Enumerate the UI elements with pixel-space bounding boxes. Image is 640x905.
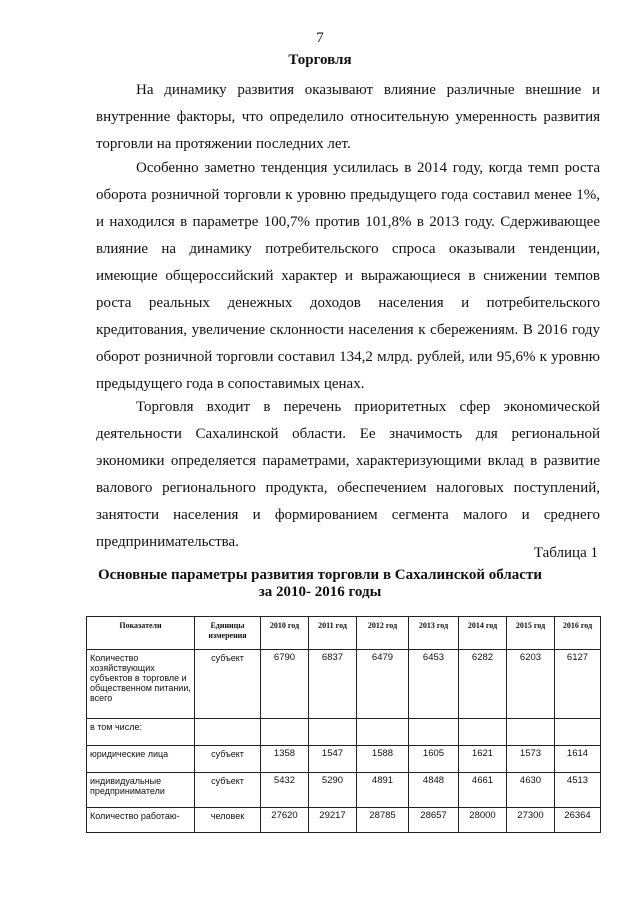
cell-value: 28657 xyxy=(409,808,459,833)
row-unit: субъект xyxy=(195,650,261,719)
table-header-row xyxy=(87,617,601,650)
header-unit: Единицы измерения xyxy=(195,617,261,650)
cell-value xyxy=(357,719,409,746)
row-label: юридические лица xyxy=(87,746,195,773)
header-indicator: Показатели xyxy=(87,617,195,650)
cell-value: 4630 xyxy=(507,773,555,808)
row-unit: субъект xyxy=(195,746,261,773)
table-row xyxy=(87,773,601,808)
cell-value: 1621 xyxy=(459,746,507,773)
table-row xyxy=(87,719,601,746)
paragraph-1: На динамику развития оказывают влияние различные внешние и внутренние факторы, что определило относительную умеренность развития торговли на протяжении последних лет. xyxy=(96,82,600,152)
cell-value: 6127 xyxy=(555,650,601,719)
cell-value xyxy=(261,719,309,746)
cell-value: 6479 xyxy=(357,650,409,719)
cell-value: 28000 xyxy=(459,808,507,833)
cell-value: 1573 xyxy=(507,746,555,773)
cell-value xyxy=(409,719,459,746)
row-label: Количество работаю- xyxy=(87,808,195,833)
row-label: индивидуальные предприниматели xyxy=(87,773,195,808)
cell-value: 6203 xyxy=(507,650,555,719)
header-year-2014: 2014 год xyxy=(459,617,507,650)
cell-value: 6282 xyxy=(459,650,507,719)
table-row xyxy=(87,808,601,833)
cell-value: 5432 xyxy=(261,773,309,808)
cell-value: 4661 xyxy=(459,773,507,808)
header-year-2016: 2016 год xyxy=(555,617,601,650)
section-title: Торговля xyxy=(288,52,352,68)
cell-value: 29217 xyxy=(309,808,357,833)
cell-value: 26364 xyxy=(555,808,601,833)
table-title-line-2: за 2010- 2016 годы xyxy=(258,584,382,600)
header-year-2010: 2010 год xyxy=(261,617,309,650)
cell-value: 27300 xyxy=(507,808,555,833)
cell-value xyxy=(309,719,357,746)
table-row xyxy=(87,746,601,773)
row-label: Количество хозяйствующих субъектов в торговле и общественном питании, всего xyxy=(87,650,195,719)
cell-value: 6790 xyxy=(261,650,309,719)
page-number: 7 xyxy=(316,30,324,46)
cell-value: 1605 xyxy=(409,746,459,773)
table-row xyxy=(87,650,601,719)
cell-value: 28785 xyxy=(357,808,409,833)
data-table xyxy=(86,616,601,833)
cell-value: 4848 xyxy=(409,773,459,808)
row-unit xyxy=(195,719,261,746)
paragraph-3: Торговля входит в перечень приоритетных сфер экономической деятельности Сахалинской области. Ее значимость для региональной экономики определяется параметрами, характеризующими вклад в развитие валового регионального продукта, обеспечением налоговых поступлений, занятости населения и формированием сегмента малого и среднего предпринимательства. xyxy=(96,399,600,550)
table-label: Таблица 1 xyxy=(533,545,598,561)
table-title xyxy=(0,567,640,601)
cell-value: 1588 xyxy=(357,746,409,773)
row-unit: человек xyxy=(195,808,261,833)
cell-value: 1358 xyxy=(261,746,309,773)
cell-value xyxy=(555,719,601,746)
cell-value: 27620 xyxy=(261,808,309,833)
cell-value xyxy=(507,719,555,746)
paragraph-2: Особенно заметно тенденция усилилась в 2014 году, когда темп роста оборота розничной торговли к уровню предыдущего года составил менее 1%, и находился в параметре 100,7% против 101,8% в 2013 году. Сдерживающее влияние на динамику потребительского спроса оказывали тенденции, имеющие общероссийский характер и выражающиеся в снижении темпов роста реальных денежных доходов населения и потребительского кредитования, увеличение склонности населения к сбережениям. В 2016 году оборот розничной торговли составил 134,2 млрд. рублей, или 95,6% к уровню предыдущего года в сопоставимых ценах. xyxy=(96,160,600,392)
row-label: в том числе: xyxy=(87,719,195,746)
cell-value: 6837 xyxy=(309,650,357,719)
row-unit: субъект xyxy=(195,773,261,808)
table-title-line-1: Основные параметры развития торговли в Сахалинской области xyxy=(98,567,542,583)
cell-value xyxy=(459,719,507,746)
cell-value: 1547 xyxy=(309,746,357,773)
header-year-2013: 2013 год xyxy=(409,617,459,650)
header-year-2011: 2011 год xyxy=(309,617,357,650)
cell-value: 4891 xyxy=(357,773,409,808)
header-year-2015: 2015 год xyxy=(507,617,555,650)
cell-value: 6453 xyxy=(409,650,459,719)
header-year-2012: 2012 год xyxy=(357,617,409,650)
cell-value: 5290 xyxy=(309,773,357,808)
cell-value: 1614 xyxy=(555,746,601,773)
cell-value: 4513 xyxy=(555,773,601,808)
